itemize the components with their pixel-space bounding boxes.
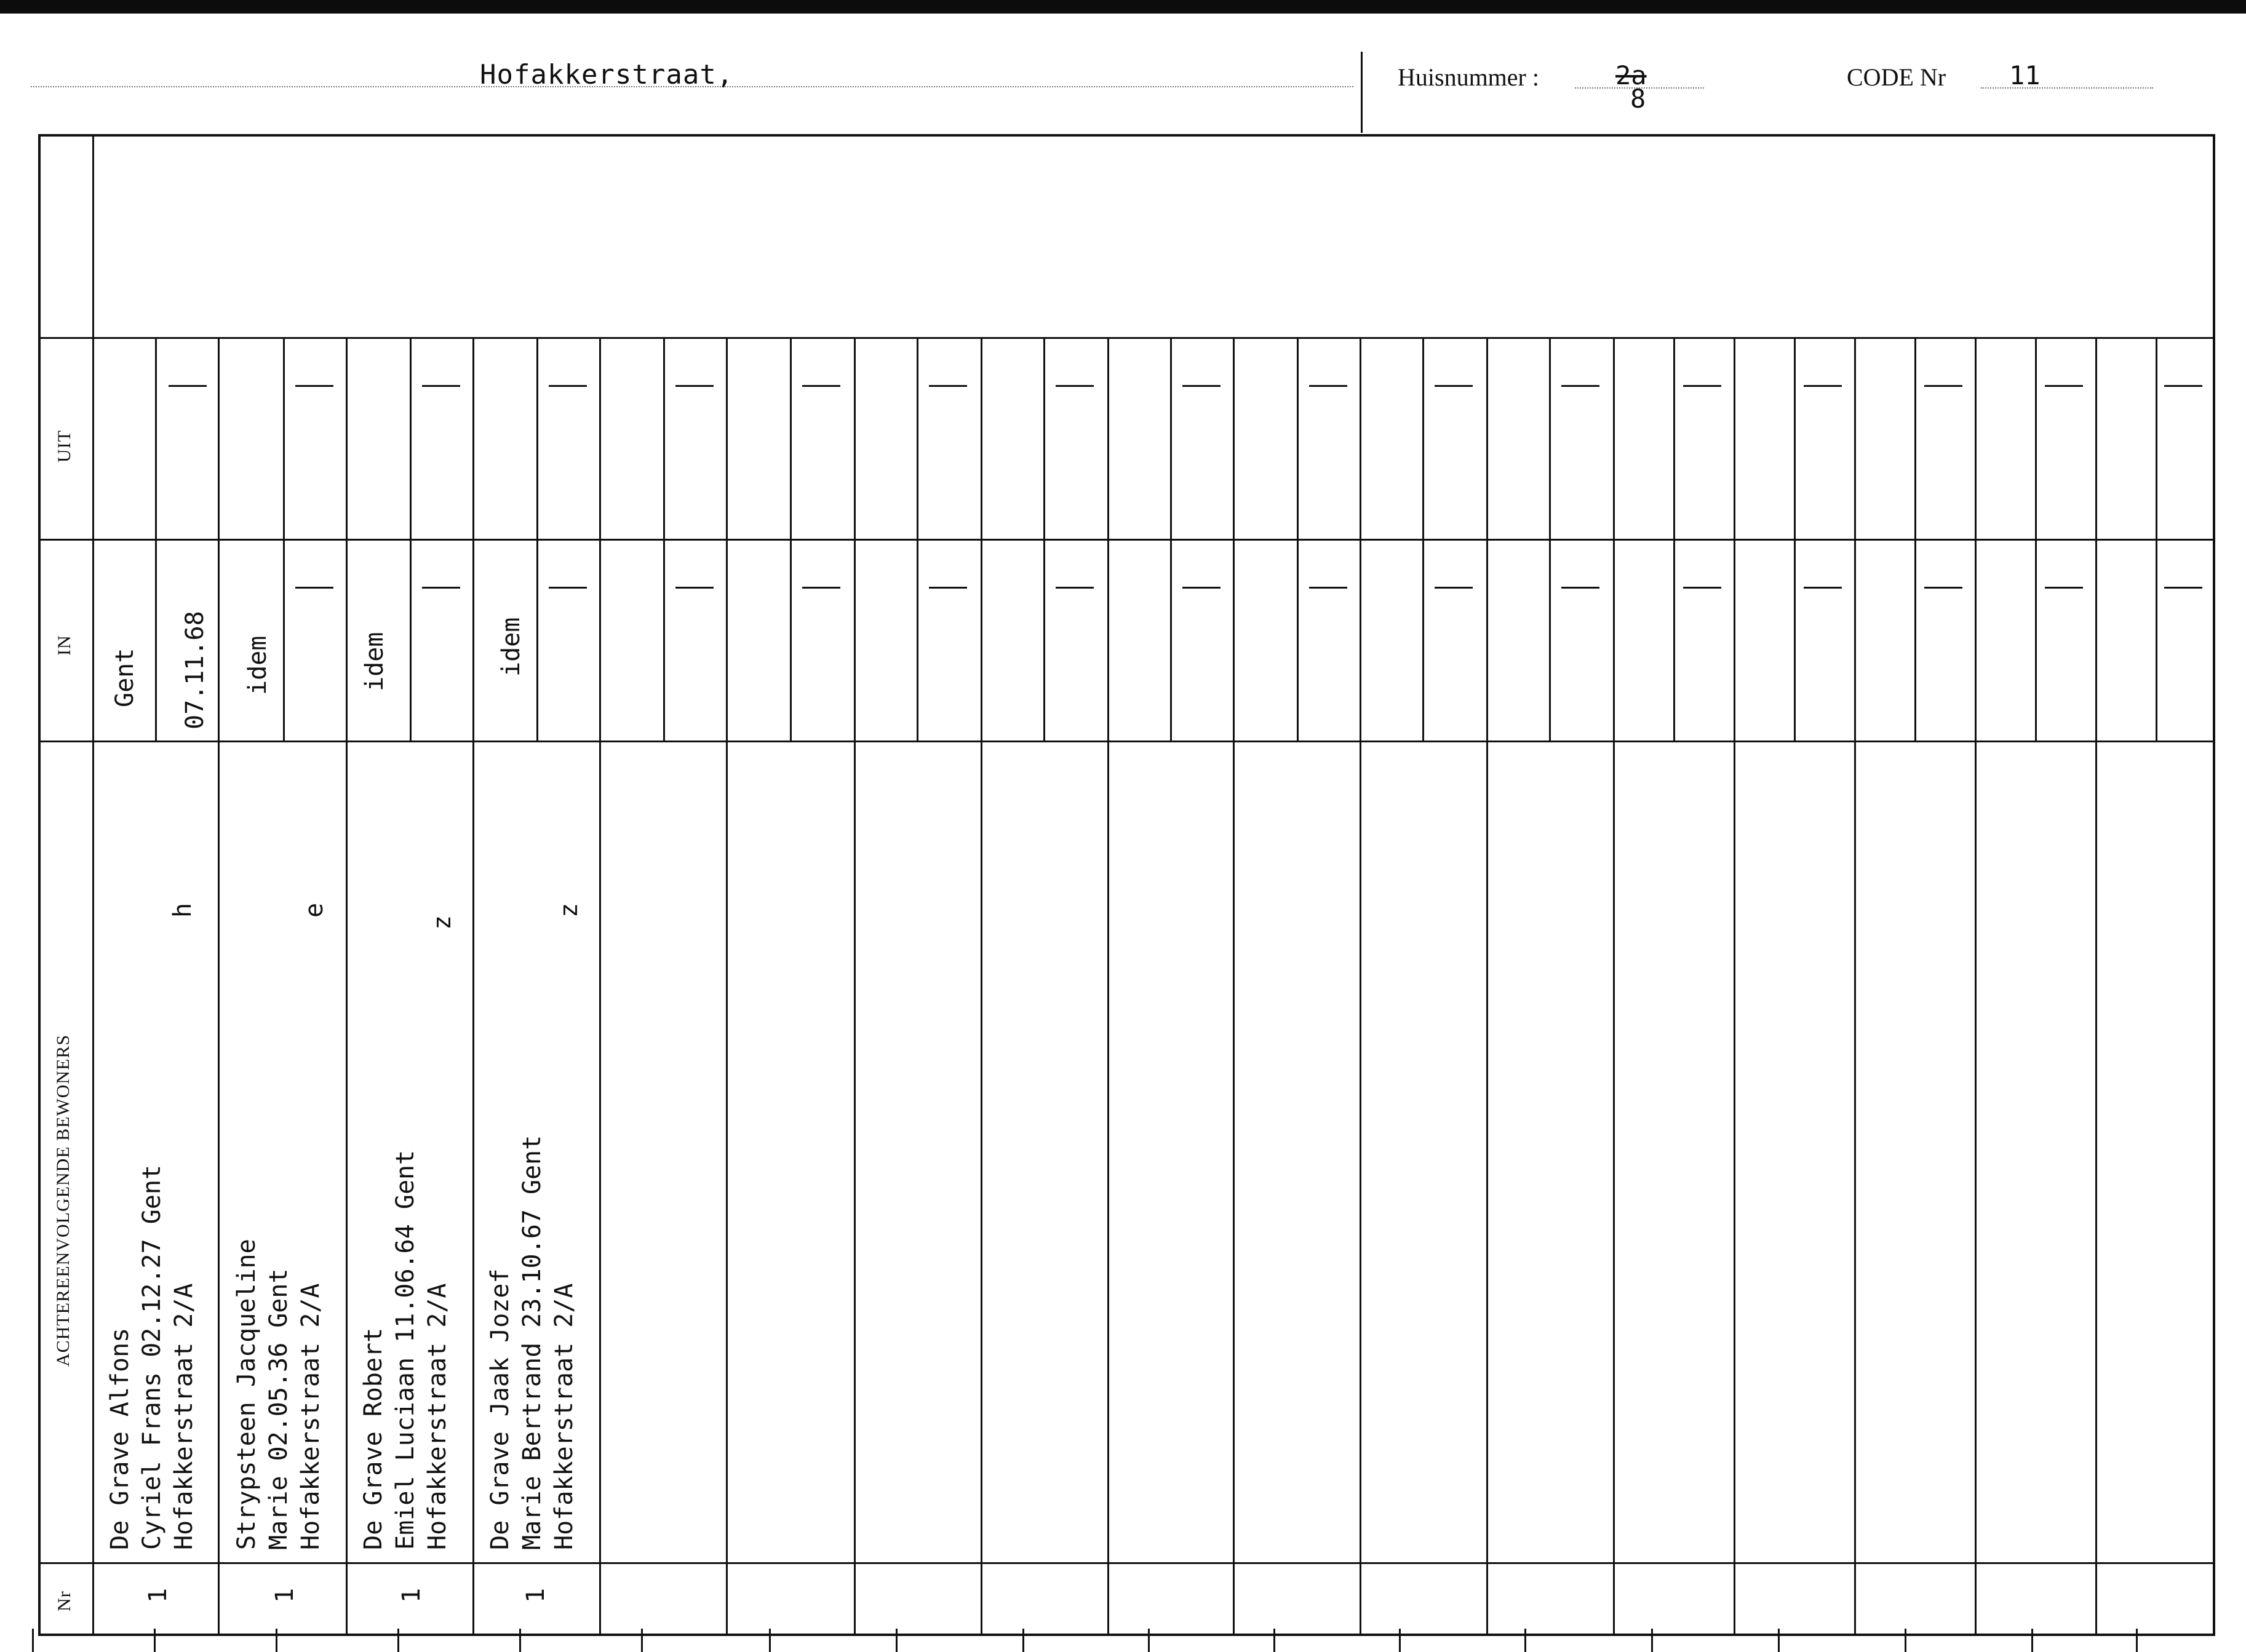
bottom-tick	[1651, 1629, 1653, 1652]
in-dash	[2045, 587, 2083, 589]
sub-col-line	[1422, 337, 1424, 741]
uit-dash	[1683, 385, 1721, 387]
in-top-line	[38, 539, 2215, 541]
col-line	[1233, 337, 1235, 1636]
resident-nr: 1	[271, 1587, 299, 1603]
resident-line1: De Grave Robert	[359, 1327, 388, 1550]
in-dash	[1804, 587, 1842, 589]
bottom-tick	[276, 1629, 277, 1652]
resident-line1: De Grave Jaak Jozef	[486, 1268, 514, 1550]
col-line	[854, 337, 856, 1636]
residents-label: ACHTEREENVOLGENDE BEWONERS	[53, 1034, 73, 1367]
resident-line3: Hofakkerstraat 2/A	[297, 1283, 325, 1550]
code-label: CODE Nr	[1847, 63, 1946, 91]
uit-dash	[2045, 385, 2083, 387]
bottom-tick	[2031, 1629, 2033, 1652]
in-dash	[549, 587, 587, 589]
resident-mark: e	[300, 902, 329, 918]
in-dash	[2164, 587, 2202, 589]
col-line	[346, 337, 348, 1636]
in-place: idem	[360, 632, 389, 691]
in-place: idem	[497, 617, 525, 677]
uit-dash	[422, 385, 460, 387]
sub-col-line	[283, 337, 285, 741]
street-name: Hofakkerstraat,	[480, 59, 734, 90]
resident-line3: Hofakkerstraat 2/A	[170, 1283, 198, 1550]
uit-dash	[1924, 385, 1962, 387]
sub-col-line	[1549, 337, 1551, 741]
sub-col-line	[410, 337, 412, 741]
col-line	[1734, 337, 1735, 1636]
bottom-tick	[2136, 1629, 2138, 1652]
col-line	[1486, 337, 1488, 1636]
in-place: idem	[244, 635, 272, 695]
resident-line3: Hofakkerstraat 2/A	[550, 1283, 578, 1550]
house-number-old: 2a	[1615, 60, 1647, 90]
uit-dash	[295, 385, 333, 387]
uit-dash	[675, 385, 714, 387]
sub-col-line	[790, 337, 792, 741]
uit-dash	[1309, 385, 1347, 387]
house-number-label: Huisnummer :	[1398, 63, 1539, 91]
resident-nr: 1	[397, 1587, 426, 1603]
resident-line3: Hofakkerstraat 2/A	[423, 1283, 452, 1550]
in-dash	[1561, 587, 1599, 589]
bottom-tick	[32, 1629, 34, 1652]
bottom-tick	[1148, 1629, 1150, 1652]
uit-dash	[169, 385, 207, 387]
in-dash	[422, 587, 460, 589]
label-column-separator	[92, 134, 94, 1636]
bottom-tick	[641, 1629, 643, 1652]
in-dash	[1683, 587, 1721, 589]
sub-col-line	[663, 337, 665, 741]
col-line	[1107, 337, 1109, 1636]
col-line	[1613, 337, 1615, 1636]
col-line	[599, 337, 601, 1636]
uit-dash	[802, 385, 840, 387]
sub-col-line	[155, 337, 157, 741]
nr-top-line	[38, 1562, 2215, 1564]
bottom-tick	[397, 1629, 399, 1652]
col-line	[1360, 337, 1361, 1636]
bottom-tick	[769, 1629, 771, 1652]
col-line	[218, 337, 220, 1636]
uit-dash	[1804, 385, 1842, 387]
in-label: IN	[54, 635, 74, 656]
in-place: Gent	[111, 648, 139, 707]
uit-dash	[549, 385, 587, 387]
bottom-tick	[1273, 1629, 1275, 1652]
col-line	[472, 337, 474, 1636]
in-dash	[1435, 587, 1473, 589]
house-number-new: 8	[1630, 84, 1646, 114]
bottom-tick	[1524, 1629, 1526, 1652]
bottom-tick	[519, 1629, 521, 1652]
bottom-tick	[1905, 1629, 1906, 1652]
in-dash	[802, 587, 840, 589]
in-dash	[675, 587, 714, 589]
resident-mark: z	[555, 902, 583, 918]
in-dash	[1924, 587, 1962, 589]
in-date: 07.11.68	[181, 611, 209, 729]
bottom-tick	[154, 1629, 156, 1652]
col-line	[1854, 337, 1856, 1636]
col-line	[981, 337, 982, 1636]
in-dash	[1056, 587, 1094, 589]
uit-top-line-label	[38, 337, 95, 339]
house-number-dotline	[1575, 87, 1704, 89]
col-line	[1975, 337, 1977, 1636]
col-line	[2095, 337, 2097, 1636]
in-dash	[1309, 587, 1347, 589]
resident-line2: Emiel Luciaan 11.06.64 Gent	[391, 1150, 420, 1550]
header-separator	[1361, 52, 1363, 133]
bottom-tick	[1022, 1629, 1024, 1652]
sub-col-line	[1043, 337, 1045, 741]
sub-col-line	[536, 337, 538, 741]
sub-col-line	[2035, 337, 2037, 741]
bottom-tick	[896, 1629, 898, 1652]
top-border	[0, 0, 2246, 14]
in-dash	[929, 587, 967, 589]
resident-line1: De Grave Alfons	[106, 1327, 134, 1550]
bottom-tick	[1778, 1629, 1780, 1652]
sub-col-line	[917, 337, 918, 741]
sub-col-line	[1914, 337, 1916, 741]
in-dash	[1182, 587, 1221, 589]
bottom-tick	[1399, 1629, 1401, 1652]
uit-dash	[1182, 385, 1221, 387]
sub-col-line	[2156, 337, 2157, 741]
code-value: 11	[2009, 60, 2041, 90]
code-dotline	[1981, 87, 2153, 89]
uit-dash	[2164, 385, 2202, 387]
in-dash	[295, 587, 333, 589]
sub-col-line	[1794, 337, 1796, 741]
uit-dash	[929, 385, 967, 387]
resident-line2: Marie Bertrand 23.10.67 Gent	[518, 1135, 546, 1550]
sub-col-line	[1297, 337, 1299, 741]
sub-col-line	[1673, 337, 1675, 741]
resident-nr: 1	[522, 1587, 550, 1603]
resident-mark: h	[169, 902, 197, 918]
uit-label: UIT	[54, 430, 74, 463]
sub-col-line	[1170, 337, 1172, 741]
residents-top-line	[38, 741, 2215, 742]
col-line	[726, 337, 728, 1636]
resident-mark: z	[428, 915, 456, 930]
resident-nr: 1	[144, 1587, 172, 1603]
uit-dash	[1435, 385, 1473, 387]
resident-line1: Strypsteen Jacqueline	[233, 1239, 261, 1550]
uit-dash	[1056, 385, 1094, 387]
nr-label: Nr	[54, 1590, 74, 1611]
resident-line2: Marie 02.05.36 Gent	[265, 1268, 293, 1550]
resident-line2: Cyriel Frans 02.12.27 Gent	[138, 1164, 166, 1550]
uit-dash	[1561, 385, 1599, 387]
